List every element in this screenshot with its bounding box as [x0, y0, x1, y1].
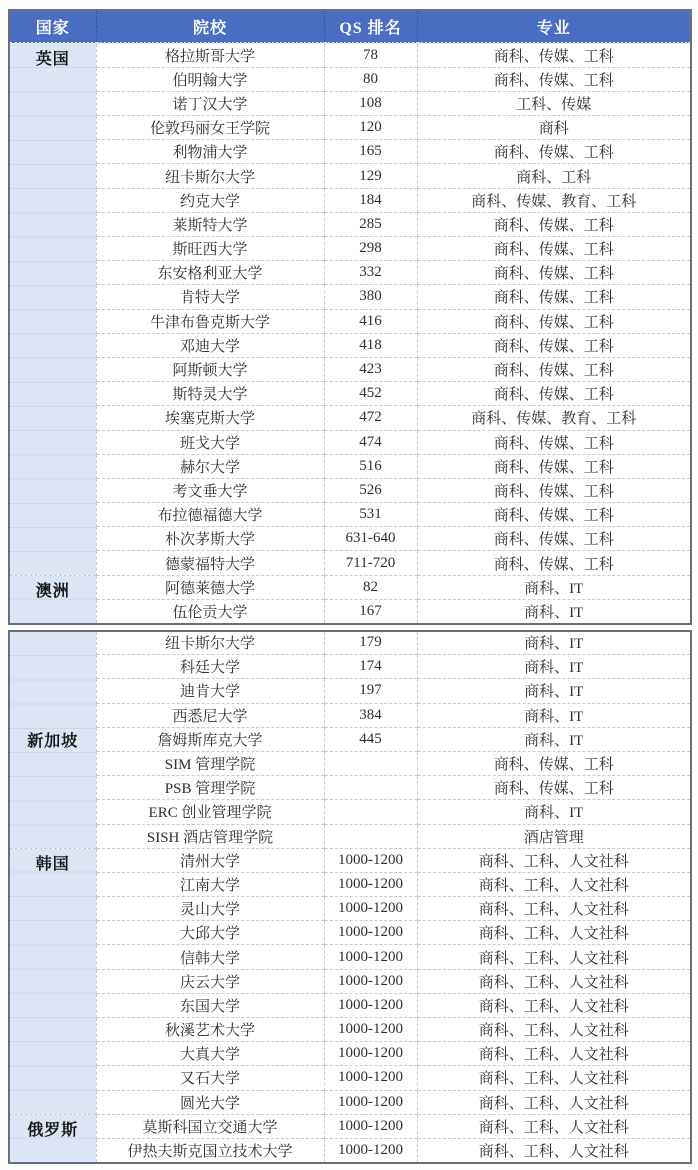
rank-cell: 474 — [324, 430, 417, 454]
table-row — [9, 261, 691, 285]
table-row — [9, 91, 691, 115]
table-row — [9, 945, 691, 969]
rank-cell: 1000-1200 — [324, 1018, 417, 1042]
school-cell: 圆光大学 — [96, 1090, 324, 1114]
country-cell: 俄罗斯 — [9, 1114, 96, 1162]
table-row — [9, 116, 691, 140]
rank-cell: 108 — [324, 91, 417, 115]
majors-cell: 商科、IT — [417, 631, 691, 655]
majors-cell: 商科、工科、人文社科 — [417, 1018, 691, 1042]
rank-cell: 1000-1200 — [324, 993, 417, 1017]
school-cell: 大邱大学 — [96, 921, 324, 945]
header-row — [9, 10, 691, 43]
rank-cell: 120 — [324, 116, 417, 140]
majors-cell: 商科、工科、人文社科 — [417, 945, 691, 969]
majors-cell: 商科、传媒、工科 — [417, 309, 691, 333]
majors-cell: 商科、工科、人文社科 — [417, 897, 691, 921]
rank-cell: 452 — [324, 382, 417, 406]
table-row — [9, 921, 691, 945]
rank-cell: 1000-1200 — [324, 945, 417, 969]
rank-cell: 285 — [324, 212, 417, 236]
rank-cell: 711-720 — [324, 551, 417, 575]
majors-cell: 商科、传媒、工科 — [417, 140, 691, 164]
rank-cell — [324, 776, 417, 800]
majors-cell: 商科、工科、人文社科 — [417, 872, 691, 896]
table-row — [9, 285, 691, 309]
rank-cell: 384 — [324, 703, 417, 727]
rank-cell: 80 — [324, 67, 417, 91]
school-cell: 大真大学 — [96, 1042, 324, 1066]
rank-cell: 472 — [324, 406, 417, 430]
school-cell: 纽卡斯尔大学 — [96, 631, 324, 655]
majors-cell: 商科、IT — [417, 679, 691, 703]
university-qs-table-upper — [8, 9, 692, 625]
rank-cell: 332 — [324, 261, 417, 285]
majors-cell: 商科、传媒、工科 — [417, 237, 691, 261]
school-cell: 伊热夫斯克国立技术大学 — [96, 1138, 324, 1162]
school-cell: 利物浦大学 — [96, 140, 324, 164]
header-cell-majors: 专业 — [417, 10, 691, 43]
table-row — [9, 655, 691, 679]
majors-cell: 商科、工科、人文社科 — [417, 848, 691, 872]
rank-cell: 1000-1200 — [324, 921, 417, 945]
school-cell: 东国大学 — [96, 993, 324, 1017]
university-qs-table-lower — [8, 630, 692, 1164]
rank-cell: 1000-1200 — [324, 848, 417, 872]
majors-cell: 商科、IT — [417, 800, 691, 824]
school-cell: 埃塞克斯大学 — [96, 406, 324, 430]
majors-cell: 商科、IT — [417, 575, 691, 599]
majors-cell: 商科、传媒、工科 — [417, 212, 691, 236]
table-row — [9, 1114, 691, 1138]
header-cell-qs-rank: QS 排名 — [324, 10, 417, 43]
school-cell: 考文垂大学 — [96, 478, 324, 502]
rank-cell: 1000-1200 — [324, 1138, 417, 1162]
majors-cell: 商科、工科、人文社科 — [417, 1066, 691, 1090]
table-body-lower — [9, 631, 691, 1163]
school-cell: 伯明翰大学 — [96, 67, 324, 91]
school-cell: 伦敦玛丽女王学院 — [96, 116, 324, 140]
table-row — [9, 848, 691, 872]
school-cell: 阿德莱德大学 — [96, 575, 324, 599]
majors-cell: 商科、工科、人文社科 — [417, 993, 691, 1017]
rank-cell: 1000-1200 — [324, 872, 417, 896]
majors-cell: 商科、传媒、工科 — [417, 454, 691, 478]
country-cell: 澳洲 — [9, 575, 96, 623]
majors-cell: 商科、传媒、工科 — [417, 357, 691, 381]
majors-cell: 商科、传媒、工科 — [417, 751, 691, 775]
table-row — [9, 751, 691, 775]
majors-cell: 商科、IT — [417, 599, 691, 623]
table-row — [9, 969, 691, 993]
table-row — [9, 1066, 691, 1090]
school-cell: 江南大学 — [96, 872, 324, 896]
table-row — [9, 382, 691, 406]
school-cell: 格拉斯哥大学 — [96, 43, 324, 67]
table-row — [9, 1018, 691, 1042]
school-cell: 清州大学 — [96, 848, 324, 872]
school-cell: 又石大学 — [96, 1066, 324, 1090]
school-cell: 斯旺西大学 — [96, 237, 324, 261]
rank-cell — [324, 824, 417, 848]
school-cell: 阿斯顿大学 — [96, 357, 324, 381]
rank-cell: 165 — [324, 140, 417, 164]
rank-cell: 631-640 — [324, 527, 417, 551]
table-header — [9, 10, 691, 43]
school-cell: 秋溪艺术大学 — [96, 1018, 324, 1042]
table-row — [9, 333, 691, 357]
school-cell: ERC 创业管理学院 — [96, 800, 324, 824]
header-cell-country: 国家 — [9, 10, 96, 43]
school-cell: 东安格利亚大学 — [96, 261, 324, 285]
rank-cell: 1000-1200 — [324, 897, 417, 921]
school-cell: 布拉德福德大学 — [96, 503, 324, 527]
rank-cell: 179 — [324, 631, 417, 655]
school-cell: 邓迪大学 — [96, 333, 324, 357]
school-cell: 信韩大学 — [96, 945, 324, 969]
table-row — [9, 800, 691, 824]
majors-cell: 商科、传媒、教育、工科 — [417, 406, 691, 430]
majors-cell: 商科、工科 — [417, 164, 691, 188]
table-row — [9, 357, 691, 381]
table-row — [9, 679, 691, 703]
rank-cell — [324, 751, 417, 775]
majors-cell: 商科、传媒、工科 — [417, 551, 691, 575]
table-row — [9, 140, 691, 164]
country-cell: 新加坡 — [9, 631, 96, 849]
majors-cell: 商科、传媒、工科 — [417, 333, 691, 357]
table-row — [9, 703, 691, 727]
rank-cell: 197 — [324, 679, 417, 703]
school-cell: 詹姆斯库克大学 — [96, 727, 324, 751]
school-cell: 庆云大学 — [96, 969, 324, 993]
table-row — [9, 1042, 691, 1066]
table-row — [9, 551, 691, 575]
school-cell: 灵山大学 — [96, 897, 324, 921]
majors-cell: 商科、传媒、教育、工科 — [417, 188, 691, 212]
table-row — [9, 454, 691, 478]
majors-cell: 商科、工科、人文社科 — [417, 1114, 691, 1138]
majors-cell: 商科、传媒、工科 — [417, 503, 691, 527]
table-row — [9, 575, 691, 599]
table-row — [9, 164, 691, 188]
majors-cell: 商科、工科、人文社科 — [417, 1042, 691, 1066]
table-body-upper — [9, 43, 691, 624]
school-cell: SIM 管理学院 — [96, 751, 324, 775]
school-cell: PSB 管理学院 — [96, 776, 324, 800]
school-cell: 朴次茅斯大学 — [96, 527, 324, 551]
rank-cell: 298 — [324, 237, 417, 261]
majors-cell: 商科、传媒、工科 — [417, 430, 691, 454]
school-cell: 斯特灵大学 — [96, 382, 324, 406]
rank-cell: 526 — [324, 478, 417, 502]
school-cell: 西悉尼大学 — [96, 703, 324, 727]
school-cell: 诺丁汉大学 — [96, 91, 324, 115]
rank-cell: 82 — [324, 575, 417, 599]
header-cell-school: 院校 — [96, 10, 324, 43]
school-cell: 科廷大学 — [96, 655, 324, 679]
majors-cell: 商科、工科、人文社科 — [417, 921, 691, 945]
rank-cell: 174 — [324, 655, 417, 679]
rank-cell: 445 — [324, 727, 417, 751]
country-cell: 韩国 — [9, 848, 96, 1114]
majors-cell: 商科、传媒、工科 — [417, 285, 691, 309]
majors-cell: 工科、传媒 — [417, 91, 691, 115]
school-cell: 德蒙福特大学 — [96, 551, 324, 575]
school-cell: SISH 酒店管理学院 — [96, 824, 324, 848]
rank-cell: 423 — [324, 357, 417, 381]
majors-cell: 商科、传媒、工科 — [417, 382, 691, 406]
table-row — [9, 309, 691, 333]
rank-cell: 184 — [324, 188, 417, 212]
table-row — [9, 1090, 691, 1114]
rank-cell: 1000-1200 — [324, 1066, 417, 1090]
table-row — [9, 527, 691, 551]
table-row — [9, 1138, 691, 1162]
table-row — [9, 631, 691, 655]
school-cell: 牛津布鲁克斯大学 — [96, 309, 324, 333]
school-cell: 伍伦贡大学 — [96, 599, 324, 623]
table-row — [9, 43, 691, 67]
table-row — [9, 237, 691, 261]
school-cell: 迪肯大学 — [96, 679, 324, 703]
rank-cell: 78 — [324, 43, 417, 67]
table-row — [9, 872, 691, 896]
table-row — [9, 727, 691, 751]
rank-cell: 1000-1200 — [324, 1090, 417, 1114]
rank-cell: 516 — [324, 454, 417, 478]
school-cell: 赫尔大学 — [96, 454, 324, 478]
table-row — [9, 188, 691, 212]
majors-cell: 商科、传媒、工科 — [417, 43, 691, 67]
table-row — [9, 824, 691, 848]
school-cell: 约克大学 — [96, 188, 324, 212]
majors-cell: 商科、工科、人文社科 — [417, 1138, 691, 1162]
rank-cell: 416 — [324, 309, 417, 333]
majors-cell: 商科、传媒、工科 — [417, 527, 691, 551]
rank-cell: 418 — [324, 333, 417, 357]
country-cell: 英国 — [9, 43, 96, 575]
rank-cell: 167 — [324, 599, 417, 623]
table-row — [9, 478, 691, 502]
table-row — [9, 897, 691, 921]
rank-cell: 1000-1200 — [324, 969, 417, 993]
majors-cell: 商科、传媒、工科 — [417, 776, 691, 800]
table-row — [9, 503, 691, 527]
school-cell: 肯特大学 — [96, 285, 324, 309]
majors-cell: 商科 — [417, 116, 691, 140]
rank-cell: 129 — [324, 164, 417, 188]
table-row — [9, 406, 691, 430]
table-row — [9, 993, 691, 1017]
majors-cell: 商科、IT — [417, 727, 691, 751]
school-cell: 莱斯特大学 — [96, 212, 324, 236]
rank-cell: 380 — [324, 285, 417, 309]
table-row — [9, 212, 691, 236]
rank-cell: 1000-1200 — [324, 1114, 417, 1138]
school-cell: 纽卡斯尔大学 — [96, 164, 324, 188]
table-row — [9, 430, 691, 454]
majors-cell: 商科、IT — [417, 703, 691, 727]
majors-cell: 商科、传媒、工科 — [417, 67, 691, 91]
rank-cell: 531 — [324, 503, 417, 527]
majors-cell: 商科、传媒、工科 — [417, 261, 691, 285]
majors-cell: 商科、传媒、工科 — [417, 478, 691, 502]
school-cell: 班戈大学 — [96, 430, 324, 454]
majors-cell: 商科、工科、人文社科 — [417, 1090, 691, 1114]
table-row — [9, 776, 691, 800]
rank-cell: 1000-1200 — [324, 1042, 417, 1066]
school-cell: 莫斯科国立交通大学 — [96, 1114, 324, 1138]
table-row — [9, 599, 691, 623]
majors-cell: 商科、工科、人文社科 — [417, 969, 691, 993]
majors-cell: 酒店管理 — [417, 824, 691, 848]
table-row — [9, 67, 691, 91]
majors-cell: 商科、IT — [417, 655, 691, 679]
rank-cell — [324, 800, 417, 824]
